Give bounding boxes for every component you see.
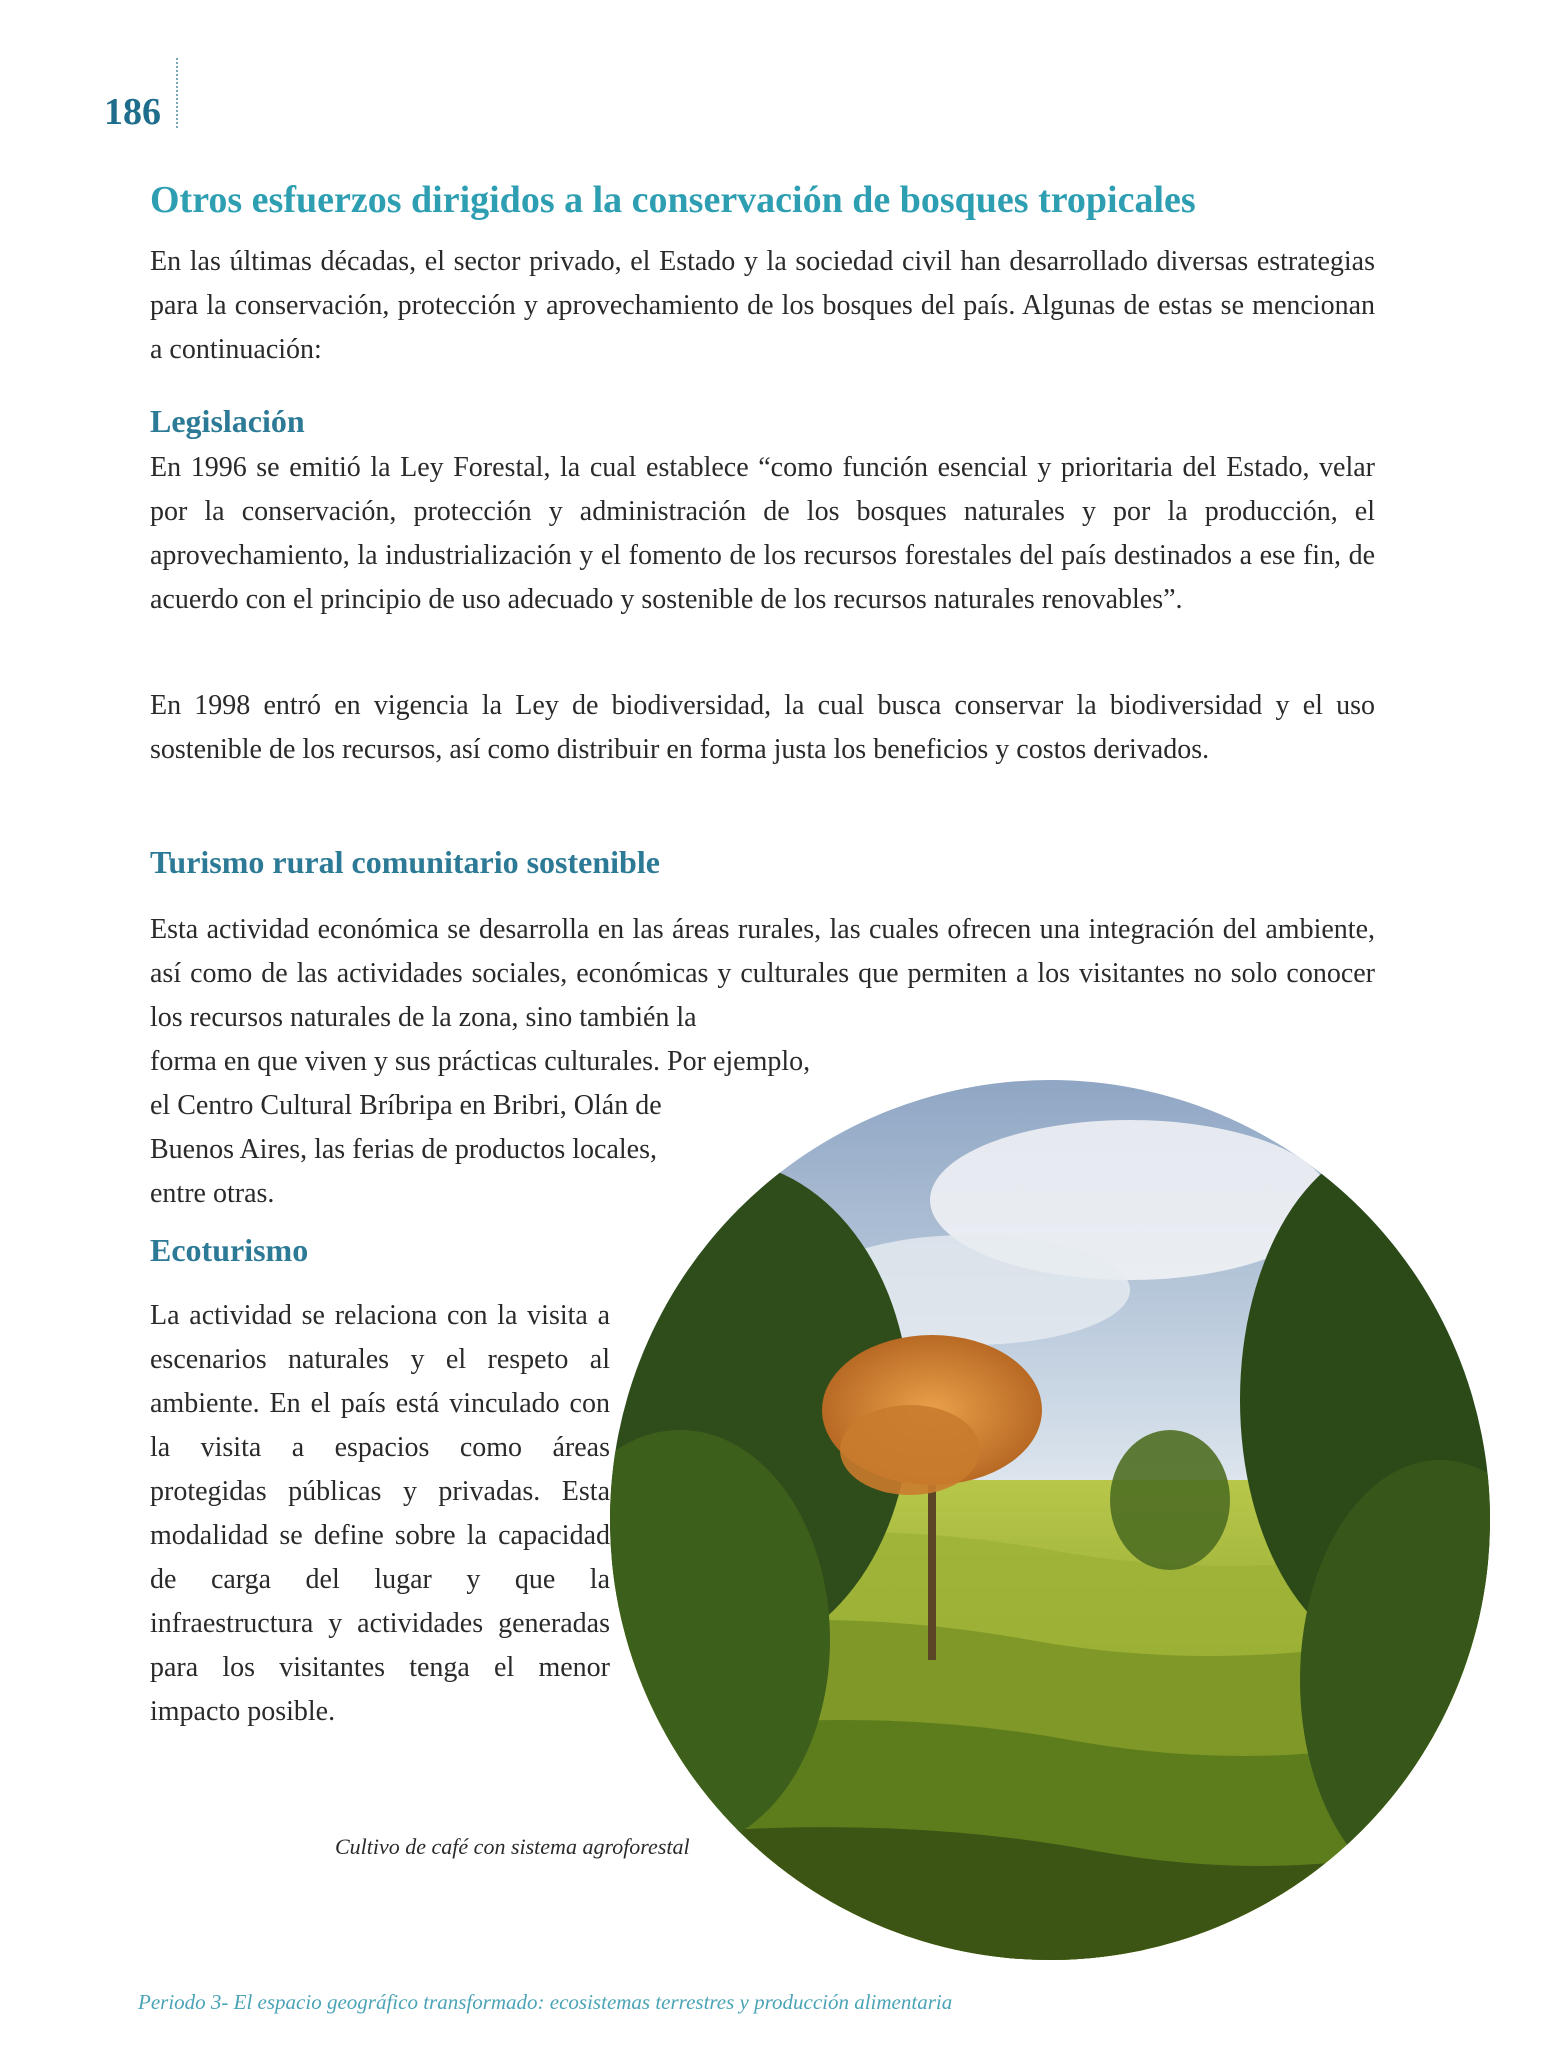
turismo-line-2: el Centro Cultural Bríbripa en Bribri, Olán de: [150, 1090, 662, 1121]
turismo-line-4: entre otras.: [150, 1178, 275, 1209]
intro-paragraph: En las últimas décadas, el sector privado, el Estado y la sociedad civil han desarrollado diversas estrategias para la conservación, protección y aprovechamiento de los bosques del país. Algunas de estas se mencionan a continuación:: [150, 246, 1375, 365]
legislacion-paragraph-1: En 1996 se emitió la Ley Forestal, la cual establece “como función esencial y prioritaria del Estado, velar por la conservación, protección y administración de los bosques naturales y por la producción, el aprovechamiento, la industrialización y el fomento de los recursos forestales del país destinados a ese fin, de acuerdo con el principio de uso adecuado y sostenible de los recursos naturales renovables”.: [150, 452, 1375, 615]
section-title: Otros esfuerzos dirigidos a la conservación de bosques tropicales: [150, 179, 1196, 221]
ecoturismo-paragraph: La actividad se relaciona con la visita a escenarios naturales y el respeto al ambiente. En el país está vinculado con la visita a espacios como áreas protegidas públicas y privadas. Esta modalidad se define sobre la capacidad de carga del lugar y que la infraestructura y actividades generadas para los visitantes tenga el menor impacto posible.: [150, 1300, 610, 1727]
page-footer: Periodo 3- El espacio geográfico transformado: ecosistemas terrestres y producción alimentaria: [138, 1990, 953, 2014]
turismo-line-1: forma en que viven y sus prácticas culturales. Por ejemplo,: [150, 1046, 811, 1077]
turismo-line-3: Buenos Aires, las ferias de productos locales,: [150, 1134, 657, 1165]
legislacion-paragraph-2: En 1998 entró en vigencia la Ley de biodiversidad, la cual busca conservar la biodiversidad y el uso sostenible de los recursos, así como distribuir en forma justa los beneficios y costos derivados.: [150, 690, 1375, 765]
ecoturismo-heading: Ecoturismo: [150, 1232, 309, 1268]
coffee-agroforestry-photo: [610, 1080, 1490, 1960]
photo-caption: Cultivo de café con sistema agroforestal: [335, 1834, 690, 1859]
legislacion-heading: Legislación: [150, 403, 305, 439]
page-number-divider: [176, 58, 178, 128]
page-number: 186: [104, 91, 161, 133]
turismo-heading: Turismo rural comunitario sostenible: [150, 844, 660, 880]
turismo-paragraph: Esta actividad económica se desarrolla en las áreas rurales, las cuales ofrecen una integración del ambiente, así como de las actividades sociales, económicas y culturales que permiten a los visitantes no solo conocer los recursos naturales de la zona, sino también la: [150, 914, 1375, 1033]
